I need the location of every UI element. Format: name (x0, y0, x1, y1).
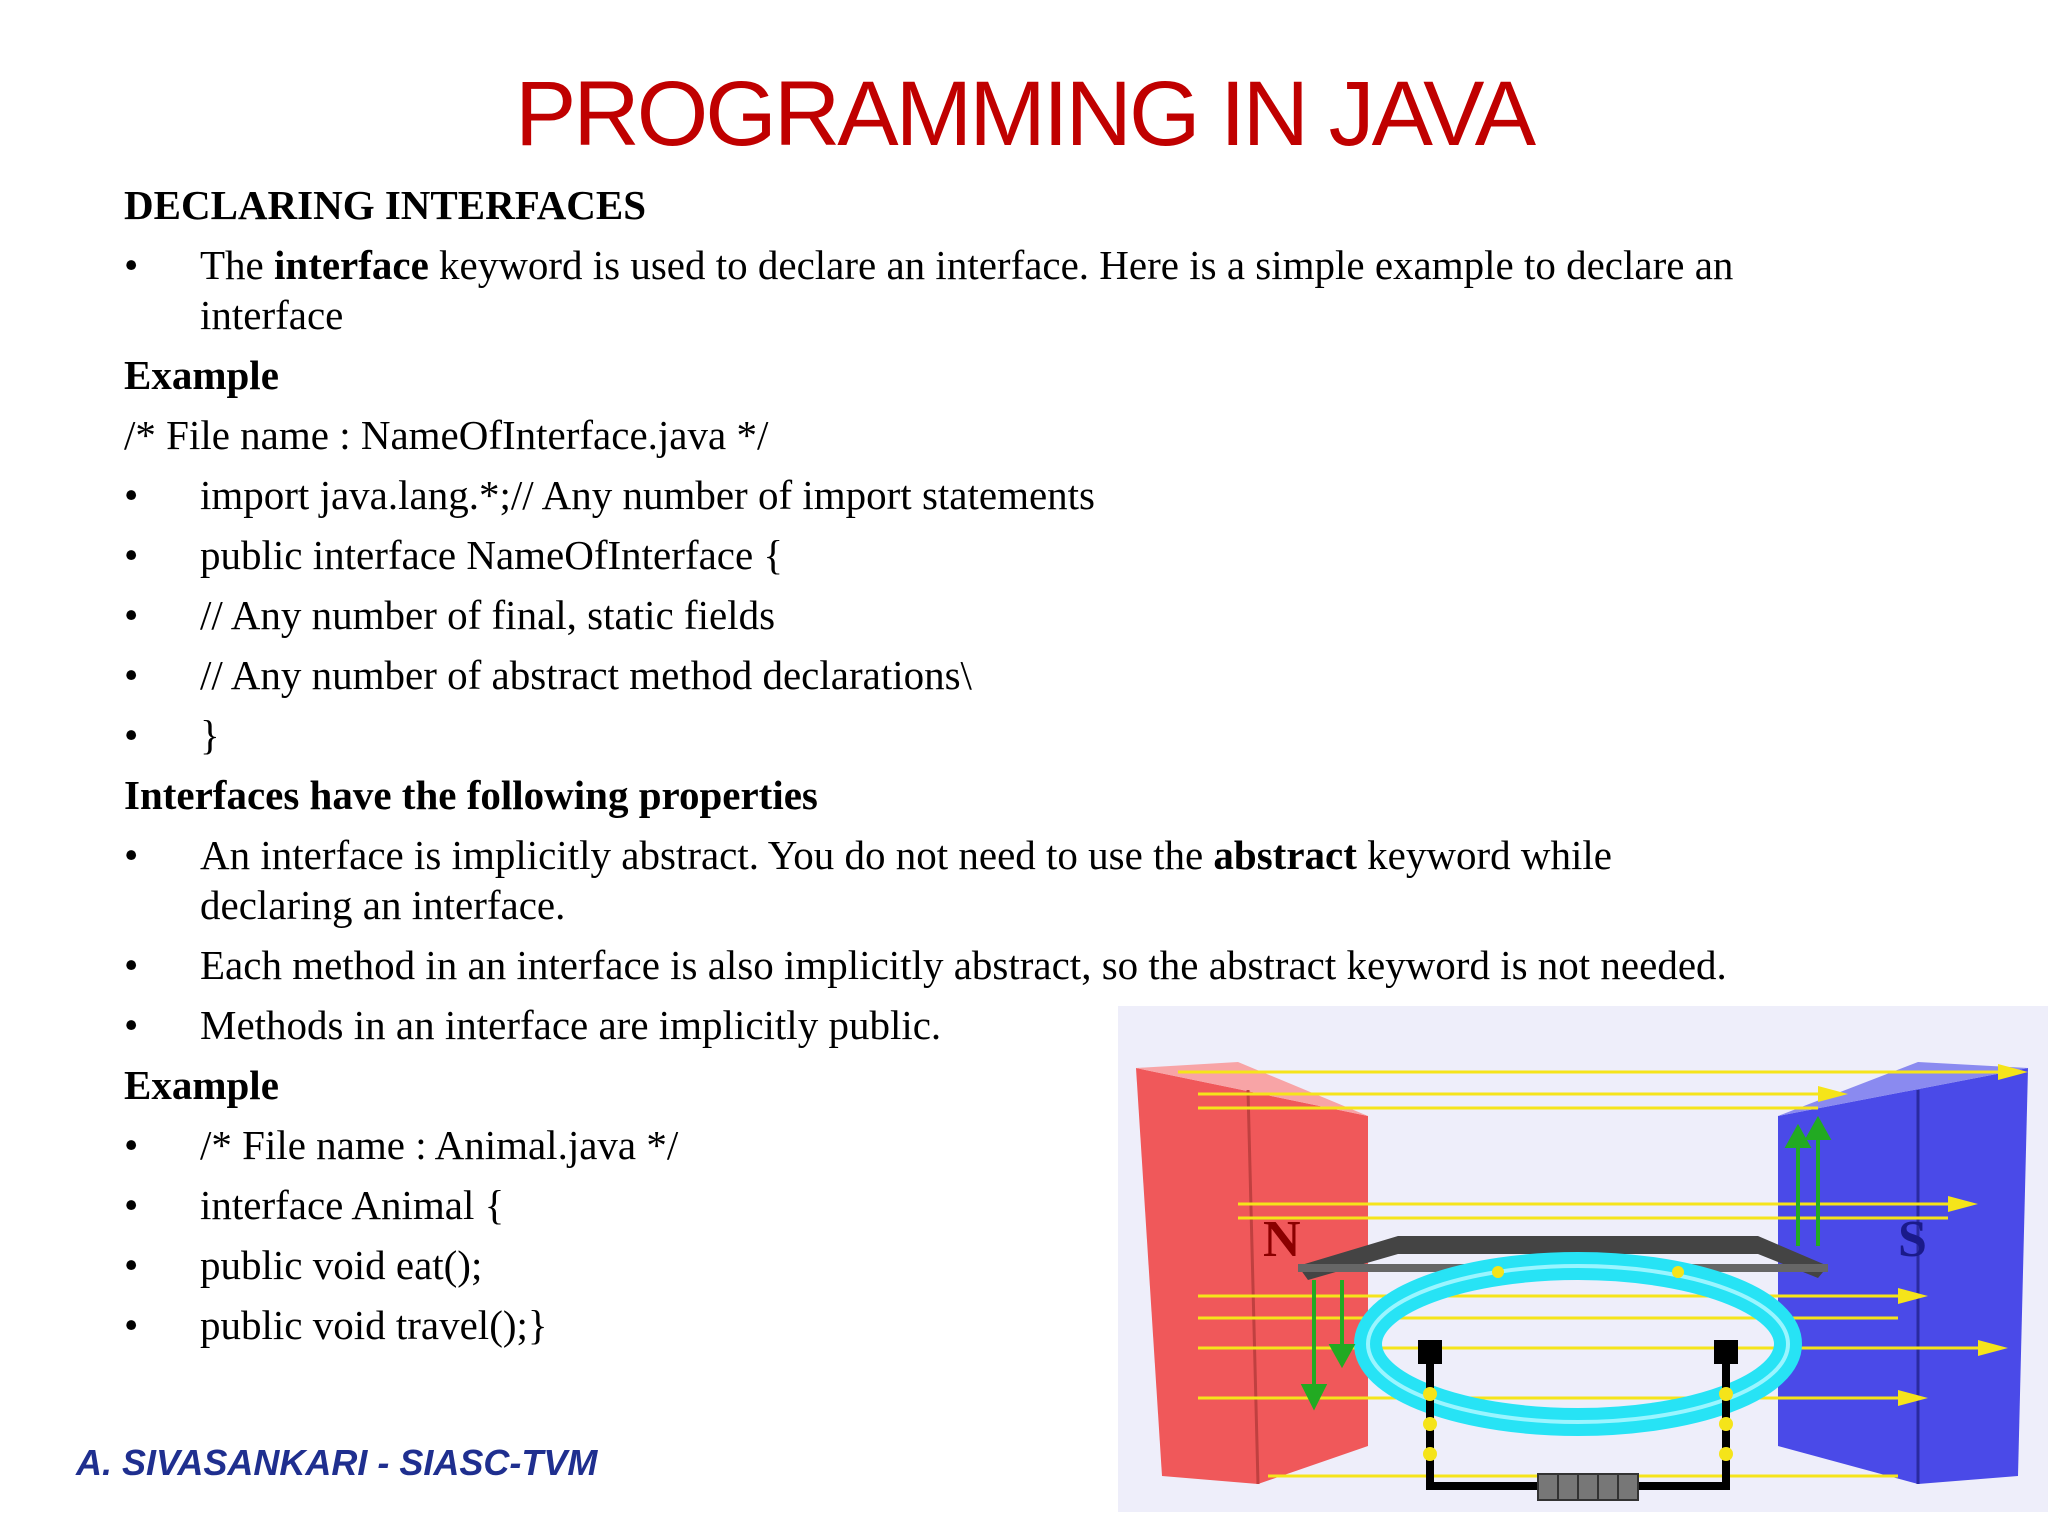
brush-left (1418, 1340, 1442, 1364)
slide-title: PROGRAMMING IN JAVA (514, 63, 1534, 165)
file-comment-1: /* File name : NameOfInterface.java */ (124, 412, 769, 458)
intro-text: The interface keyword is used to declare an interface. Here is a simple example to declare an (200, 242, 1734, 288)
intro-text-line2: interface (200, 292, 344, 338)
example-label-1: Example (124, 352, 279, 398)
south-pole-label: S (1898, 1211, 1927, 1268)
abstract-keyword: abstract (1213, 832, 1357, 878)
motor-illustration (1118, 1006, 2048, 1512)
battery (1538, 1474, 1638, 1500)
brush-right (1714, 1340, 1738, 1364)
example-label-2: Example (124, 1062, 279, 1108)
bullet-dot: • (124, 242, 139, 288)
north-pole-label: N (1263, 1211, 1301, 1268)
section-heading: DECLARING INTERFACES (124, 182, 647, 228)
interface-keyword: interface (274, 242, 429, 288)
properties-heading: Interfaces have the following properties (124, 772, 818, 818)
property-item-line2: declaring an interface. (200, 882, 566, 928)
footer-author: A. SIVASANKARI - SIASC-TVM (76, 1442, 598, 1483)
